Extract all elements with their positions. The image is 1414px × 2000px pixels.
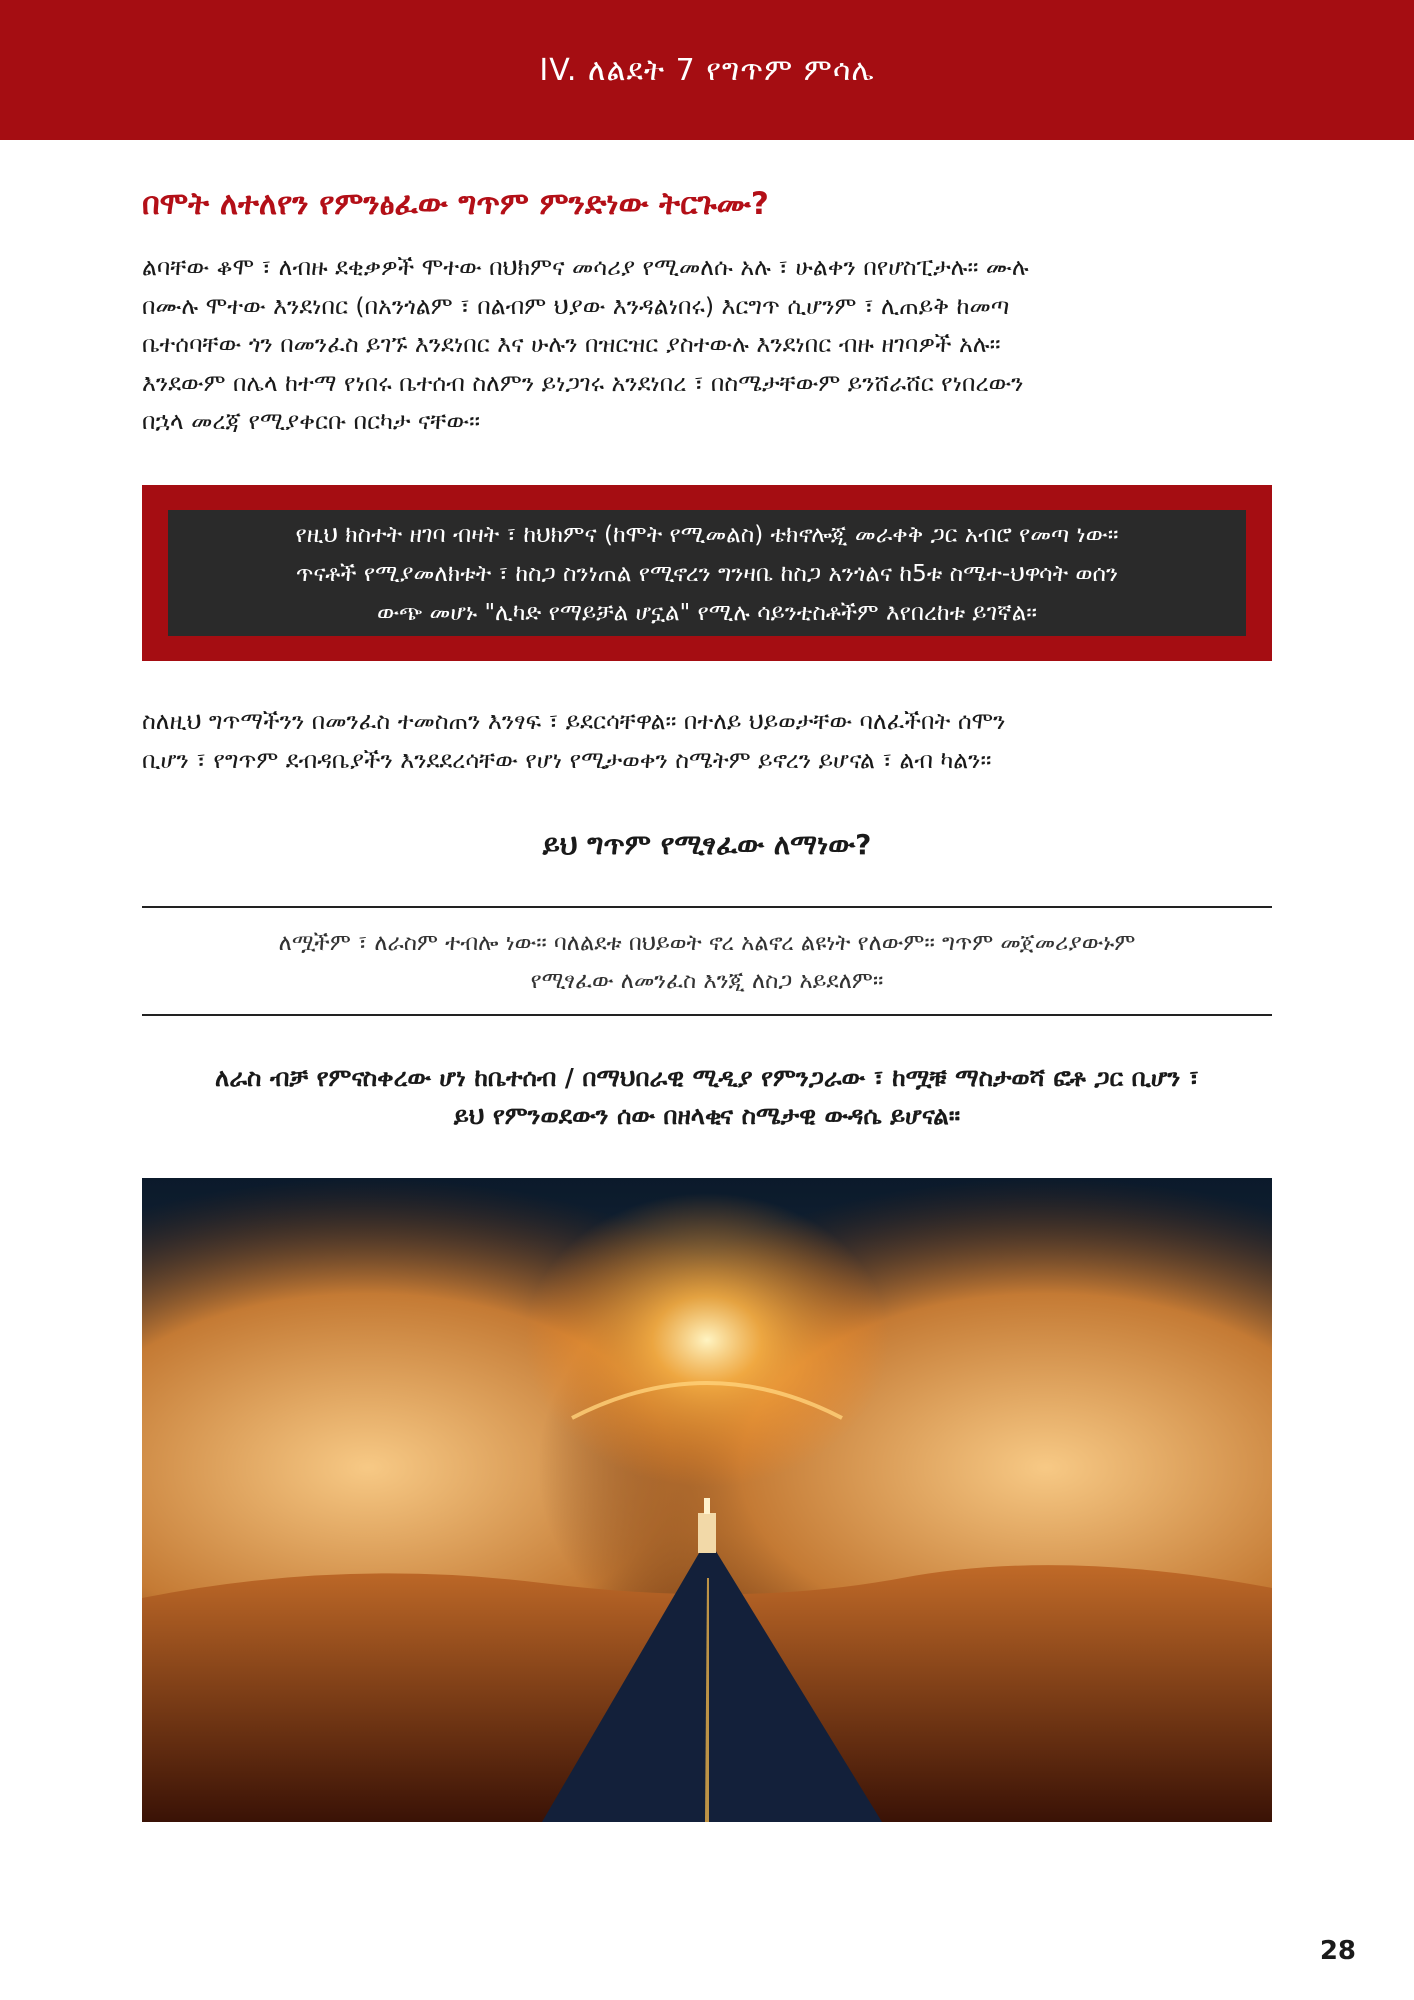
page-header [0,0,1414,140]
intro-line: ልባቸው ቆሞ ፣ ለብዙ ደቂቃዎች ሞተው በህክምና መሳሪያ የሚመለሱ አሉ ፣ ሁልቀን በየሆስፒታሉ። ሙሉ [142,253,1029,281]
callout-text [168,510,1246,636]
closing-line: ለራስ ብቻ የምናስቀረው ሆነ ከቤተሰብ / በማህበራዊ ሚዲያ የምንጋራው ፣ ከሟቹ ማስታወሻ ፎቶ ጋር ቢሆን ፣ [215,1063,1199,1092]
intro-line: ቤተሰባቸው ጎን በመንፈስ ይገኙ እንደነበር እና ሁሉን በዝርዝር ያስተውሉ እንደነበር ብዙ ዘገባዎች አሉ። [142,330,1001,358]
para2-line: ስለዚህ ግጥማችንን በመንፈስ ተመስጠን እንፃፍ ፣ ይደርሳቸዋል። በተለይ ህይወታቸው ባለፈችበት ሰሞን [142,707,1006,735]
closing-line: ይህ የምንወደውን ሰው በዘላቂና ስሜታዊ ውዳሴ ይሆናል። [453,1101,961,1130]
callout-line: ጥናቶች የሚያመለክቱት ፣ ከስጋ ስንነጠል የሚኖረን ግንዛቤ ከስጋ አንጎልና ከ5ቱ ስሜተ-ህዋሳት ወሰን [295,561,1119,587]
callout-line: ውጭ መሆኑ "ሊካድ የማይቻል ሆኗል" የሚሉ ሳይንቲስቶችም እየበረከቱ ይገኛል። [376,600,1038,626]
callout-line: የዚህ ክስተት ዘገባ ብዛት ፣ ከህክምና (ከሞት የሚመልስ) ቴክኖሎጂ መራቀቅ ጋር አብሮ የመጣ ነው። [295,522,1119,548]
second-paragraph [142,702,1272,779]
quote-line: የሚፃፈው ለመንፈስ እንጂ ለስጋ አይደለም። [530,968,884,994]
divider-bottom [142,1014,1272,1016]
sub-heading: ይህ ግጥም የሚፃፈው ለማነው? [542,828,872,861]
intro-paragraph [142,248,1272,441]
section-title: በሞት ለተለየን የምንፅፈው ግጥም ምንድነው ትርጉሙ? [142,186,769,222]
callout-box [142,485,1272,661]
illustration-road-to-light [142,1178,1272,1822]
intro-line: በሙሉ ሞተው እንደነበር (በአንጎልም ፣ በልብም ህያው እንዳልነበሩ) እርግጥ ሲሆንም ፣ ሊጠይቅ ከመጣ [142,291,1010,320]
intro-line: እንደውም በሌላ ከተማ የነበሩ ቤተሰብ ስለምን ይነጋገሩ አንደነበረ ፣ በስሜታቸውም ይንሸራሸር የነበረውን [142,368,1024,397]
header-title: IV. ለልደት 7 የግጥም ምሳሌ [539,52,875,88]
closing-statement [142,1059,1272,1135]
intro-line: በኋላ መረጃ የሚያቀርቡ በርካታ ናቸው። [142,407,481,435]
para2-line: ቢሆን ፣ የግጥም ደብዳቤያችን እንደደረሳቸው የሆነ የሚታወቀን ስሜትም ይኖረን ይሆናል ፣ ልብ ካልን። [142,745,992,774]
quote-line: ለሟችም ፣ ለራስም ተብሎ ነው። ባለልደቱ በህይወት ኖረ አልኖረ ልዩነት የለውም። ግጥም መጀመሪያውኑም [278,930,1136,956]
page-number: 28 [1319,1936,1356,1966]
quote-block [142,924,1272,1000]
divider-top [142,906,1272,908]
